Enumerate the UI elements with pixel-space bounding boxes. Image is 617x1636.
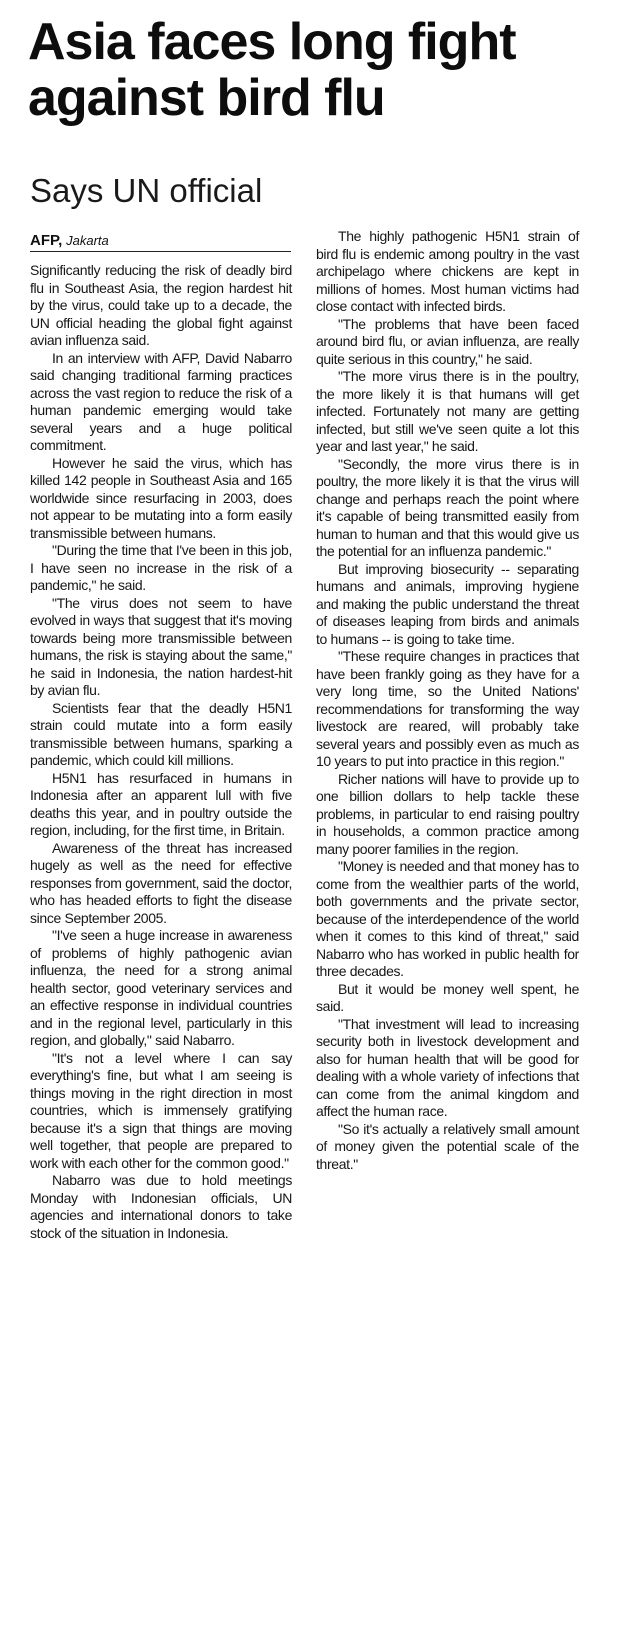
paragraph: "Secondly, the more virus there is in poultry, the more likely it is that the virus will change and perhaps reach the point where it's capable of being transmitted easily from human to human and that this would give us the potential for an influenza pandemic." — [316, 455, 579, 559]
byline-agency: AFP, — [30, 232, 63, 249]
paragraph: But improving biosecurity -- separating humans and animals, improving hygiene and making the public understand the threat of diseases leaping from birds and animals to humans -- is going to take time. — [316, 560, 579, 647]
paragraph: "These require changes in practices that have been frankly going as they have for a very long time, so the United Nations' recommendations for transforming the way livestock are reared, will probably take several years and possibly even as much as 10 years to put into practice in this region." — [316, 648, 579, 769]
paragraph: "During the time that I've been in this job, I have seen no increase in the risk of a pandemic," he said. — [30, 542, 292, 593]
paragraph: Scientists fear that the deadly H5N1 strain could mutate into a form easily transmissible between humans, sparking a pandemic, which could kill millions. — [30, 699, 292, 768]
byline — [30, 232, 290, 249]
paragraph: "The more virus there is in the poultry, the more likely it is that humans will get infected. Fortunately not many are getting infected, but still we've seen quite a lot this year and last year," he said. — [316, 368, 579, 454]
paragraph: Awareness of the threat has increased hugely as well as the need for effective responses from government, said the doctor, who has headed efforts to fight the disease since September 2005. — [30, 839, 292, 926]
article-column-left — [30, 262, 292, 1242]
article-column-right — [316, 228, 579, 1173]
paragraph: Richer nations will have to provide up to one billion dollars to help tackle these problems, in particular to end raising poultry in households, a common practice among many poorer families in the region. — [316, 770, 579, 857]
paragraph: "The problems that have been faced around bird flu, or avian influenza, are really quite serious in this country," he said. — [316, 315, 579, 367]
subheadline: Says UN official — [30, 172, 263, 209]
byline-place: Jakarta — [66, 233, 109, 248]
paragraph: "That investment will lead to increasing security both in livestock development and also for human health that will be good for dealing with a whole variety of infections that can come from the animal kingdom and affect the human race. — [316, 1015, 579, 1119]
paragraph: "The virus does not seem to have evolved in ways that suggest that it's moving towards being more transmissible between humans, the risk is staying about the same," he said in Indonesia, the nation hardest-hit by avian flu. — [30, 594, 292, 698]
paragraph: Nabarro was due to hold meetings Monday with Indonesian officials, UN agencies and international donors to take stock of the situation in Indonesia. — [30, 1172, 292, 1241]
paragraph: H5N1 has resurfaced in humans in Indonesia after an apparent lull with five deaths this year, and in poultry outside the region, including, for the first time, in Britain. — [30, 769, 292, 838]
paragraph: "Money is needed and that money has to come from the wealthier parts of the world, both governments and the private sector, because of the interdependence of the world when it comes to this kind of threat," said Nabarro who has worked in public health for three decades. — [316, 858, 579, 979]
paragraph: In an interview with AFP, David Nabarro said changing traditional farming practices across the vast region to reduce the risk of a human pandemic emerging would take several years and a huge political commitment. — [30, 349, 292, 453]
byline-divider — [30, 251, 291, 252]
paragraph: However he said the virus, which has killed 142 people in Southeast Asia and 165 worldwide since resurfacing in 2003, does not appear to be mutating into a form easily transmissible between humans. — [30, 454, 292, 541]
paragraph: "I've seen a huge increase in awareness of problems of highly pathogenic avian influenza, the need for a strong animal health sector, good veterinary services and an effective response in individual countries and in the regional level, particularly in this region, and globally," said Nabarro. — [30, 927, 292, 1048]
headline: Asia faces long fight against bird flu — [28, 13, 516, 127]
paragraph: The highly pathogenic H5N1 strain of bird flu is endemic among poultry in the vast archipelago where chickens are kept in millions of homes. Most human victims had close contact with infected birds. — [316, 228, 579, 314]
paragraph: "So it's actually a relatively small amount of money given the potential scale of the threat." — [316, 1120, 579, 1172]
paragraph: But it would be money well spent, he said. — [316, 980, 579, 1014]
paragraph: "It's not a level where I can say everything's fine, but what I am seeing is things moving in the right direction in most countries, which is immensely gratifying because it's a sign that things are moving well together, that people are prepared to work with each other for the common good." — [30, 1049, 292, 1171]
paragraph: Significantly reducing the risk of deadly bird flu in Southeast Asia, the region hardest hit by the virus, could take up to a decade, the UN official heading the global fight against avian influenza said. — [30, 262, 292, 348]
